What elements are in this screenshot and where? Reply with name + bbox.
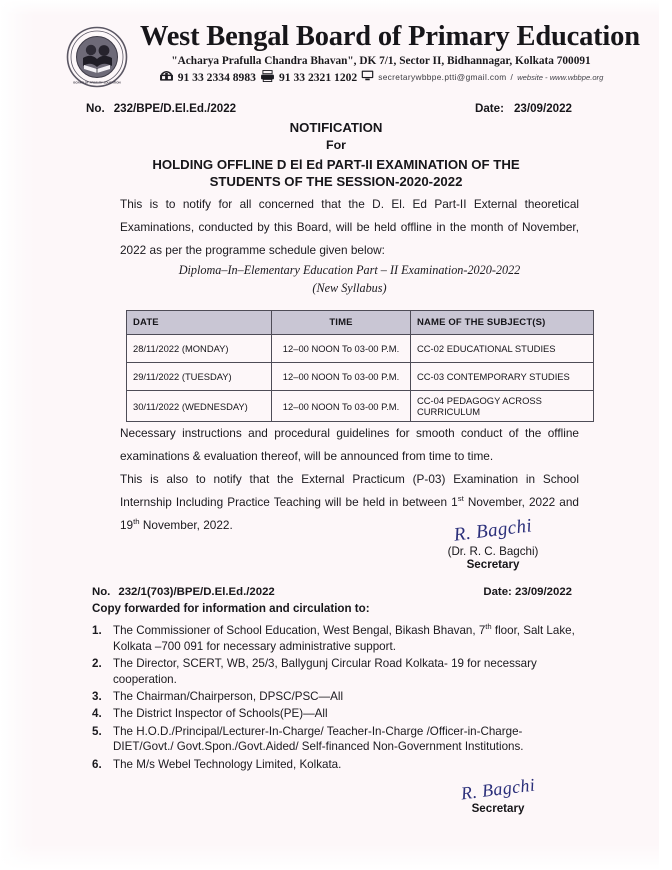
list-item bbox=[92, 656, 584, 688]
list-item-number: 1. bbox=[92, 624, 102, 637]
list-item-number: 6. bbox=[92, 757, 102, 771]
phone-number: 91 33 2334 8983 bbox=[177, 70, 256, 84]
reference-date-label: Date: bbox=[474, 102, 504, 115]
exam-title-block bbox=[120, 262, 579, 297]
notification-subject-line-2: STUDENTS OF THE SESSION-2020-2022 bbox=[209, 174, 463, 190]
signature-block-bottom bbox=[418, 776, 578, 815]
organization-title: West Bengal Board of Primary Education bbox=[140, 21, 640, 52]
cell-subject: CC-02 EDUCATIONAL STUDIES bbox=[411, 335, 594, 363]
list-item bbox=[92, 706, 584, 722]
reference-no-label: No. bbox=[86, 102, 105, 115]
list-item-number: 3. bbox=[92, 690, 102, 704]
copy-forwarded-title: Copy forwarded for information and circulation to: bbox=[92, 602, 370, 615]
cell-time: 12–00 NOON To 03-00 P.M. bbox=[272, 391, 411, 422]
body-paragraph-2: Necessary instructions and procedural guidelines for smooth conduct of the offline examinations & evaluation thereof, will be announced from time to time. bbox=[120, 426, 579, 463]
paragraph-3-text-c: November, 2022. bbox=[139, 518, 233, 532]
list-item-number: 5. bbox=[92, 724, 102, 738]
notification-subject-line-1: HOLDING OFFLINE D El Ed PART-II EXAMINATION OF THE bbox=[152, 157, 520, 173]
list-item bbox=[92, 757, 584, 773]
reference-date-value: 23/09/2022 bbox=[513, 102, 572, 115]
reference-no-value: 232/BPE/D.El.Ed./2022 bbox=[113, 102, 237, 115]
signature-handwriting: R. Bagchi bbox=[459, 774, 537, 804]
email-monitor-icon bbox=[361, 70, 374, 84]
telephone-icon bbox=[159, 70, 174, 85]
cell-time: 12–00 NOON To 03-00 P.M. bbox=[272, 335, 411, 363]
paragraph-3-text-a: This is also to notify that the External Practicum (P-03) Examination in School Internship Including Practice Teaching will be held in between 1 bbox=[120, 472, 579, 509]
table-header-date: DATE bbox=[127, 311, 272, 335]
notification-heading: NOTIFICATION bbox=[289, 120, 383, 135]
signatory-role: Secretary bbox=[466, 558, 520, 571]
body-paragraph-1: This is to notify for all concerned that the D. El. Ed Part-II External theoretical Examinations, conducted by this Board, will be held offline in the month of November, 2022 as per the programme schedule given below: bbox=[120, 197, 579, 257]
letterhead bbox=[62, 21, 640, 85]
table-row bbox=[127, 391, 594, 422]
organization-contact-line bbox=[140, 70, 622, 85]
list-item-number: 4. bbox=[92, 707, 102, 721]
list-item bbox=[92, 623, 584, 655]
list-item-text: The District Inspector of Schools(PE)—All bbox=[113, 707, 328, 721]
email-address: secretarywbbpe.ptti@gmail.com bbox=[378, 72, 507, 83]
table-header-time: TIME bbox=[272, 311, 411, 335]
fax-number: 91 33 2321 1202 bbox=[278, 70, 358, 84]
signatory-name: (Dr. R. C. Bagchi) bbox=[447, 545, 539, 558]
exam-subtitle: (New Syllabus) bbox=[312, 280, 387, 295]
copy-no-value: 232/1(703)/BPE/D.El.Ed./2022 bbox=[118, 586, 275, 598]
fax-icon bbox=[260, 70, 275, 85]
list-item bbox=[92, 689, 584, 705]
website-address: website - www.wbbpe.org bbox=[517, 72, 604, 82]
copy-date: Date: 23/09/2022 bbox=[483, 586, 572, 598]
cell-date: 28/11/2022 (MONDAY) bbox=[127, 335, 272, 363]
svg-text:পশ্চিম বঙ্গ: পশ্চিম বঙ্গ bbox=[91, 32, 103, 36]
cell-subject: CC-03 CONTEMPORARY STUDIES bbox=[411, 363, 594, 391]
signature-handwriting: R. Bagchi bbox=[452, 515, 534, 546]
cell-date: 29/11/2022 (TUESDAY) bbox=[127, 363, 272, 391]
list-item-text-b: floor, Salt Lake, Kolkata –700 091 for necessary administrative support. bbox=[113, 624, 575, 653]
paragraph-3-text-b: November, 2022 and 19 bbox=[120, 495, 579, 532]
notification-for-label: For bbox=[326, 137, 346, 152]
table-header-subject: NAME OF THE SUBJECT(S) bbox=[411, 311, 594, 335]
exam-schedule-table bbox=[126, 310, 594, 422]
list-item-text: The H.O.D./Principal/Lecturer-In-Charge/ Teacher-In-Charge /Officer-in-Charge- DIET/Govt./ Govt.Spon./Govt.Aided/ Self-financed Non-Government Institutions. bbox=[113, 724, 524, 754]
table-header-row bbox=[127, 311, 594, 335]
copy-no-label: No. bbox=[92, 586, 111, 598]
contact-separator: / bbox=[510, 72, 514, 83]
paragraph-3-ordinal-first: st bbox=[457, 494, 464, 504]
list-item-ordinal: th bbox=[485, 622, 492, 632]
list-item-number: 2. bbox=[92, 657, 102, 671]
organization-address: "Acharya Prafulla Chandra Bhavan", DK 7/1, Sector II, Bidhannagar, Kolkata 700091 bbox=[171, 54, 591, 67]
exam-title: Diploma–In–Elementary Education Part – II Examination-2020-2022 bbox=[178, 263, 521, 277]
table-row bbox=[127, 363, 594, 391]
notification-heading-block bbox=[86, 119, 586, 190]
list-item-text-a: The Commissioner of School Education, West Bengal, Bikash Bhavan, 7 bbox=[113, 624, 486, 637]
list-item-text: The M/s Webel Technology Limited, Kolkata. bbox=[113, 757, 342, 771]
cell-time: 12–00 NOON To 03-00 P.M. bbox=[272, 363, 411, 391]
board-seal-icon bbox=[66, 26, 128, 88]
signatory-role: Secretary bbox=[471, 802, 525, 815]
list-item-text: The Director, SCERT, WB, 25/3, Ballygunj Circular Road Kolkata- 19 for necessary cooperation. bbox=[113, 657, 537, 686]
cell-date: 30/11/2022 (WEDNESDAY) bbox=[127, 391, 272, 422]
list-item-text bbox=[113, 623, 584, 655]
cell-subject: CC-04 PEDAGOGY ACROSS CURRICULUM bbox=[411, 391, 594, 422]
signature-block-top bbox=[398, 515, 588, 571]
reference-line bbox=[86, 102, 572, 115]
list-item-text: The Chairman/Chairperson, DPSC/PSC—All bbox=[113, 690, 344, 704]
paragraph-3-ordinal-nineteenth: th bbox=[133, 517, 140, 527]
copy-forwarded-list bbox=[92, 623, 584, 774]
svg-text:BOARD OF PRIMARY EDUCATION: BOARD OF PRIMARY EDUCATION bbox=[73, 80, 121, 85]
copy-reference-line bbox=[92, 586, 572, 598]
table-row bbox=[127, 335, 594, 363]
list-item bbox=[92, 724, 584, 756]
